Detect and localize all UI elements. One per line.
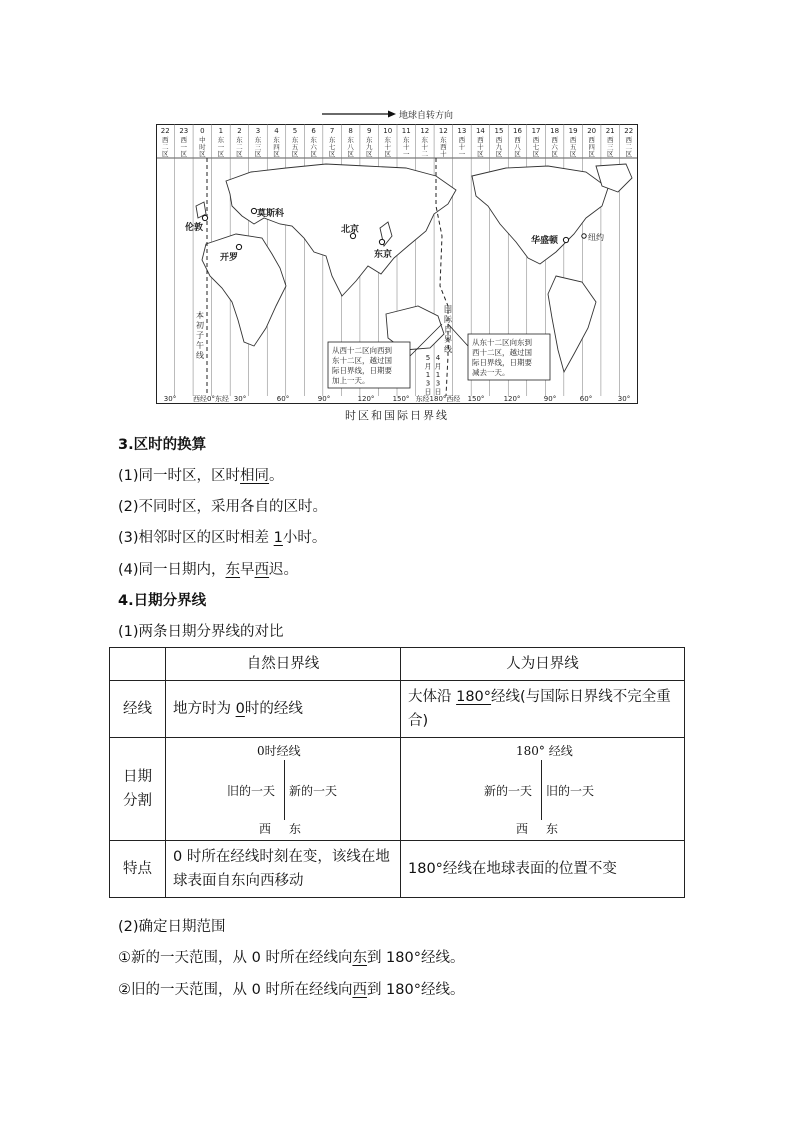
zone-name-2: 九 xyxy=(365,143,373,151)
zone-header-17 xyxy=(476,127,485,158)
zone-header-2 xyxy=(199,127,206,158)
zone-header-23 xyxy=(587,127,596,158)
zone-name-2: 一 xyxy=(180,143,188,151)
natural-diag-left: 旧的一天 xyxy=(227,784,276,798)
city-cairo: 开罗 xyxy=(220,253,239,263)
callout-right-line: 西十二区，越过国 xyxy=(472,348,532,357)
date-left-char: 1 xyxy=(425,371,431,379)
rotation-label: 地球自转方向 xyxy=(399,111,454,121)
city-newyork: 纽约 xyxy=(588,233,604,242)
tokyo-marker xyxy=(379,239,384,244)
zone-name-2: 四 xyxy=(273,143,280,151)
longitude-labels xyxy=(164,394,630,403)
table-row-division xyxy=(110,738,685,841)
figure-caption: 时区和国际日界线 xyxy=(345,409,449,422)
range-new-day-post: 到 180°经线。 xyxy=(366,950,465,966)
zone-name-1: 西 xyxy=(625,136,632,144)
zone-name-2: 二 xyxy=(162,143,169,151)
zone-number: 22 xyxy=(160,127,170,135)
table-corner-cell xyxy=(110,648,166,681)
date-left-char: 3 xyxy=(425,379,431,388)
table-header-row xyxy=(110,648,685,681)
zone-name-1: 西 xyxy=(180,136,188,144)
artificial-meridian-post: 经线(与国际日界线不完全重合) xyxy=(408,689,671,729)
zone-header-0 xyxy=(161,127,170,158)
zone-name-3: 一 xyxy=(403,150,410,158)
date-left-char: 5 xyxy=(425,354,431,362)
callout-left-line: 东十二区，越过国 xyxy=(332,356,392,365)
zone-name-1: 东 xyxy=(254,136,262,144)
zone-name-3: 区 xyxy=(291,150,299,158)
zone-name-2: 五 xyxy=(569,143,577,151)
city-moscow: 莫斯科 xyxy=(257,209,285,219)
zone-header-11 xyxy=(366,127,373,158)
callout-left xyxy=(328,342,410,388)
date-right-char: 3 xyxy=(435,379,441,388)
zone-name-2: 二 xyxy=(625,143,632,151)
artificial-division-diagram xyxy=(408,742,677,836)
pm-char: 本 xyxy=(196,311,204,320)
zone-name-3: 区 xyxy=(254,150,262,158)
longitude-label: 90° xyxy=(543,395,557,403)
zone-name-3: 区 xyxy=(514,150,521,158)
zone-name-1: 东 xyxy=(236,136,243,144)
london-marker xyxy=(202,215,207,220)
idl-char: 日 xyxy=(444,325,452,334)
sec3-item-4 xyxy=(118,560,298,580)
zone-number: 19 xyxy=(568,127,578,135)
zone-name-3: 区 xyxy=(162,150,169,158)
range-old-day-pre: ②旧的一天范围，从 0 时所在经线向 xyxy=(118,982,353,998)
callout-left-line: 际日界线，日期要 xyxy=(332,366,392,375)
zone-name-1: 东 xyxy=(310,136,317,144)
zone-name-2: 七 xyxy=(328,143,336,151)
artificial-division-cell xyxy=(401,738,685,841)
pm-char: 子 xyxy=(196,331,204,340)
col-artificial-header: 人为日界线 xyxy=(401,648,685,681)
zone-name-1: 东 xyxy=(347,136,354,144)
zone-name-2: 八 xyxy=(514,143,521,151)
zone-number: 21 xyxy=(605,127,615,135)
africa-landmass xyxy=(202,234,286,346)
zone-name-1: 西 xyxy=(606,136,614,144)
range-old-day xyxy=(118,980,465,1000)
zone-name-2: 九 xyxy=(495,143,503,151)
pm-char: 午 xyxy=(196,341,204,350)
idl-char: 国 xyxy=(444,305,452,314)
time-zone-map xyxy=(156,106,638,424)
date-right-char: 4 xyxy=(435,354,441,362)
zone-name-3: 十 xyxy=(440,150,447,158)
zone-name-1: 西 xyxy=(514,136,521,144)
zone-number: 13 xyxy=(457,127,467,135)
zone-name-2: 西 xyxy=(440,143,447,151)
zone-name-1: 西 xyxy=(162,136,169,144)
row-meridian-header: 经线 xyxy=(110,681,166,738)
moscow-marker xyxy=(251,208,256,213)
natural-meridian-cell xyxy=(166,681,401,738)
zone-name-3: 区 xyxy=(606,150,614,158)
zone-name-1: 西 xyxy=(495,136,503,144)
rotation-arrow-head xyxy=(388,111,396,118)
zone-name-2: 八 xyxy=(347,143,354,151)
longitude-label: 120° xyxy=(357,395,375,403)
city-washington: 华盛顿 xyxy=(531,236,559,246)
natural-division-cell xyxy=(166,738,401,841)
artificial-diag-east: 东 xyxy=(546,822,559,836)
zone-header-24 xyxy=(606,127,615,158)
zone-name-1: 东 xyxy=(365,136,373,144)
zone-header-20 xyxy=(532,127,541,158)
zone-number: 9 xyxy=(366,127,372,135)
zone-name-3: 区 xyxy=(477,150,484,158)
zone-name-3: 区 xyxy=(273,150,280,158)
washington-marker xyxy=(563,237,568,242)
idl-label xyxy=(444,305,453,354)
idl-char: 际 xyxy=(444,315,452,324)
zone-name-1: 西 xyxy=(588,136,595,144)
range-old-day-answer: 西 xyxy=(352,982,367,998)
longitude-label: 西经0°东经 xyxy=(193,395,229,403)
zone-number: 7 xyxy=(329,127,335,135)
idl-char: 线 xyxy=(444,345,452,354)
zone-number: 6 xyxy=(311,127,316,135)
table-row-meridian xyxy=(110,681,685,738)
zone-number: 10 xyxy=(383,127,393,135)
zone-name-2: 一 xyxy=(217,143,225,151)
col-natural-header: 自然日界线 xyxy=(166,648,401,681)
sec3-item-1-pre: (1)同一时区，区时 xyxy=(118,468,241,484)
idl-char: 界 xyxy=(444,335,452,344)
range-old-day-post: 到 180°经线。 xyxy=(366,982,465,998)
longitude-label: 150° xyxy=(392,395,410,403)
zone-header-4 xyxy=(236,127,243,158)
zone-name-2: 三 xyxy=(254,143,262,151)
row-feature-header: 特点 xyxy=(110,841,166,898)
zone-header-3 xyxy=(218,127,225,158)
artificial-meridian-cell xyxy=(401,681,685,738)
sec3-item-3-post: 小时。 xyxy=(282,530,327,546)
zone-name-3: 区 xyxy=(588,150,595,158)
natural-meridian-answer: 0 xyxy=(235,701,245,717)
zone-name-2: 五 xyxy=(291,143,299,151)
time-zone-map-figure xyxy=(156,106,638,424)
city-beijing: 北京 xyxy=(341,225,360,235)
zone-header-8 xyxy=(310,127,317,158)
zone-name-3: 区 xyxy=(180,150,188,158)
artificial-diag-west: 西 xyxy=(516,822,529,836)
section4-title: 4.日期分界线 xyxy=(118,593,207,609)
zone-name-2: 七 xyxy=(532,143,540,151)
sec3-item-4-post: 迟。 xyxy=(269,562,299,578)
zone-header-18 xyxy=(495,127,504,158)
range-new-day xyxy=(118,948,465,968)
pm-char: 线 xyxy=(196,351,204,360)
date-line-comparison-table xyxy=(109,647,685,898)
callout-right-line: 减去一天。 xyxy=(472,368,510,377)
zone-name-3: 区 xyxy=(365,150,373,158)
date-right xyxy=(435,354,442,396)
sec3-item-3-answer: 1 xyxy=(273,530,283,546)
zone-header-19 xyxy=(513,127,522,158)
zone-number: 5 xyxy=(292,127,298,135)
zone-name-3: 区 xyxy=(236,150,243,158)
zone-number: 1 xyxy=(218,127,224,135)
city-tokyo: 东京 xyxy=(374,250,393,260)
zone-name-2: 十 xyxy=(403,143,410,151)
zone-number: 18 xyxy=(550,127,560,135)
zone-number: 2 xyxy=(237,127,242,135)
zone-header-14 xyxy=(420,127,429,158)
zone-number: 12 xyxy=(438,127,448,135)
zone-number: 4 xyxy=(274,127,279,135)
zone-number: 11 xyxy=(401,127,411,135)
north-america-landmass xyxy=(472,166,608,264)
zone-name-2: 时 xyxy=(199,143,206,151)
artificial-diag-left: 新的一天 xyxy=(484,784,533,798)
zone-name-1: 东 xyxy=(217,136,225,144)
callout-right-line: 从东十二区向东到 xyxy=(472,338,532,347)
zone-name-2: 三 xyxy=(606,143,614,151)
pm-char: 初 xyxy=(196,321,204,330)
longitude-label: 东经180°西经 xyxy=(415,395,461,403)
zone-name-2: 二 xyxy=(236,143,243,151)
zone-name-3: 区 xyxy=(569,150,577,158)
zone-name-3: 区 xyxy=(384,150,391,158)
longitude-label: 30° xyxy=(617,395,631,403)
date-left-char: 日 xyxy=(424,388,432,396)
zone-name-2: 十 xyxy=(458,143,466,151)
prime-meridian-label xyxy=(196,310,204,360)
artificial-meridian-pre: 大体沿 xyxy=(408,689,457,705)
sec3-item-4-mid: 早 xyxy=(240,562,255,578)
zone-number: 3 xyxy=(255,127,261,135)
zone-name-3: 区 xyxy=(625,150,632,158)
natural-diag-right: 新的一天 xyxy=(289,784,338,798)
date-right-char: 1 xyxy=(435,371,441,379)
sec3-item-3-pre: (3)相邻时区的区时相差 xyxy=(118,530,274,546)
natural-meridian-pre: 地方时为 xyxy=(173,701,236,717)
row-division-header: 日期分割 xyxy=(110,738,166,841)
artificial-feature-cell: 180°经线在地球表面的位置不变 xyxy=(401,841,685,898)
zone-name-1: 西 xyxy=(477,136,484,144)
zone-name-2: 十 xyxy=(477,143,484,151)
zone-name-3: 区 xyxy=(551,150,558,158)
zone-number: 22 xyxy=(624,127,634,135)
zone-header-12 xyxy=(383,127,392,158)
zone-name-1: 中 xyxy=(199,136,206,144)
zone-header-7 xyxy=(292,127,299,158)
zone-name-3: 区 xyxy=(199,150,206,158)
zone-number: 15 xyxy=(494,127,504,135)
date-left xyxy=(425,354,432,396)
natural-diag-west: 西 xyxy=(259,822,272,836)
zone-header-25 xyxy=(624,127,633,158)
zone-name-2: 六 xyxy=(551,143,558,151)
zone-number: 20 xyxy=(587,127,597,135)
zone-name-3: 区 xyxy=(217,150,225,158)
cairo-marker xyxy=(236,244,241,249)
south-america-landmass xyxy=(548,276,596,372)
zone-number: 16 xyxy=(513,127,522,135)
range-new-day-pre: ①新的一天范围，从 0 时所在经线向 xyxy=(118,950,353,966)
longitude-label: 90° xyxy=(317,395,331,403)
natural-feature-cell: 0 时所在经线时刻在变，该线在地球表面自东向西移动 xyxy=(166,841,401,898)
zone-number: 23 xyxy=(179,127,189,135)
zone-number: 0 xyxy=(200,127,205,135)
zone-header-13 xyxy=(402,127,411,158)
callout-left-line: 加上一天。 xyxy=(332,376,370,385)
zone-name-1: 西 xyxy=(569,136,577,144)
natural-diag-top: 0时经线 xyxy=(257,744,301,758)
zone-number: 14 xyxy=(475,127,485,135)
artificial-diag-line xyxy=(541,760,542,820)
longitude-label: 30° xyxy=(163,395,177,403)
zone-name-3: 区 xyxy=(328,150,336,158)
range-new-day-answer: 东 xyxy=(352,950,367,966)
sec3-item-2 xyxy=(118,497,327,517)
zone-header-9 xyxy=(329,127,336,158)
natural-diag-east: 东 xyxy=(289,822,302,836)
longitude-label: 60° xyxy=(579,395,593,403)
callout-right-line: 际日界线，日期要 xyxy=(472,358,532,367)
natural-division-diagram xyxy=(173,742,393,836)
table-row-feature xyxy=(110,841,685,898)
longitude-label: 120° xyxy=(503,395,521,403)
zone-name-1: 西 xyxy=(458,136,466,144)
zone-name-1: 东 xyxy=(421,136,429,144)
longitude-label: 60° xyxy=(276,395,290,403)
sec4-sub1: (1)两条日期分界线的对比 xyxy=(118,624,284,640)
zone-header-21 xyxy=(550,127,559,158)
longitude-label: 30° xyxy=(233,395,247,403)
zone-header-5 xyxy=(255,127,262,158)
zone-name-1: 东 xyxy=(384,136,391,144)
sec3-item-1 xyxy=(118,466,284,486)
zone-name-3: 区 xyxy=(495,150,503,158)
zone-header-10 xyxy=(347,127,354,158)
zone-name-1: 东 xyxy=(403,136,410,144)
zone-number: 12 xyxy=(420,127,430,135)
zone-number: 8 xyxy=(348,127,353,135)
zone-header-6 xyxy=(273,127,280,158)
continents xyxy=(196,164,632,372)
natural-diag-line xyxy=(284,760,285,820)
sec3-item-1-answer: 相同 xyxy=(240,468,270,484)
sec4-sub2: (2)确定日期范围 xyxy=(118,919,226,935)
zone-name-1: 东 xyxy=(440,136,447,144)
sec3-item-2-text: (2)不同时区，采用各自的区时。 xyxy=(118,499,328,515)
callout-right xyxy=(468,334,550,380)
zone-name-3: 区 xyxy=(310,150,317,158)
zone-name-2: 六 xyxy=(310,143,317,151)
callout-left-line: 从西十二区向西到 xyxy=(332,346,392,355)
sec3-item-3 xyxy=(118,528,326,548)
artificial-diag-top: 180° 经线 xyxy=(516,744,573,758)
sec3-item-4-answer-west: 西 xyxy=(254,562,270,578)
date-left-char: 月 xyxy=(424,362,432,371)
artificial-meridian-answer: 180° xyxy=(456,689,492,705)
zone-name-2: 四 xyxy=(588,143,595,151)
zone-name-2: 十 xyxy=(421,143,429,151)
zone-name-3: 区 xyxy=(347,150,354,158)
natural-meridian-post: 时的经线 xyxy=(244,701,303,717)
zone-name-1: 东 xyxy=(273,136,280,144)
artificial-diag-right: 旧的一天 xyxy=(546,784,595,798)
zone-header-15 xyxy=(439,127,448,158)
date-right-char: 日 xyxy=(434,388,442,396)
zone-name-2: 十 xyxy=(384,143,391,151)
zone-name-1: 西 xyxy=(551,136,558,144)
zone-header-1 xyxy=(179,127,188,158)
zone-name-1: 东 xyxy=(291,136,299,144)
zone-name-3: 一 xyxy=(458,150,466,158)
sec3-item-4-pre: (4)同一日期内， xyxy=(118,562,226,578)
zone-header-22 xyxy=(569,127,578,158)
zone-name-3: 区 xyxy=(532,150,540,158)
longitude-label: 150° xyxy=(467,395,485,403)
zone-number: 17 xyxy=(531,127,541,135)
zone-name-1: 东 xyxy=(328,136,336,144)
sec3-item-1-post: 。 xyxy=(269,468,284,484)
city-london: 伦敦 xyxy=(185,223,204,233)
zone-name-1: 西 xyxy=(532,136,540,144)
sec3-item-4-answer-east: 东 xyxy=(225,562,241,578)
zone-header-16 xyxy=(457,127,466,158)
zone-name-3: 二 xyxy=(421,150,429,158)
date-right-char: 月 xyxy=(434,362,442,371)
newyork-marker xyxy=(582,234,586,238)
section3-title: 3.区时的换算 xyxy=(118,437,207,453)
